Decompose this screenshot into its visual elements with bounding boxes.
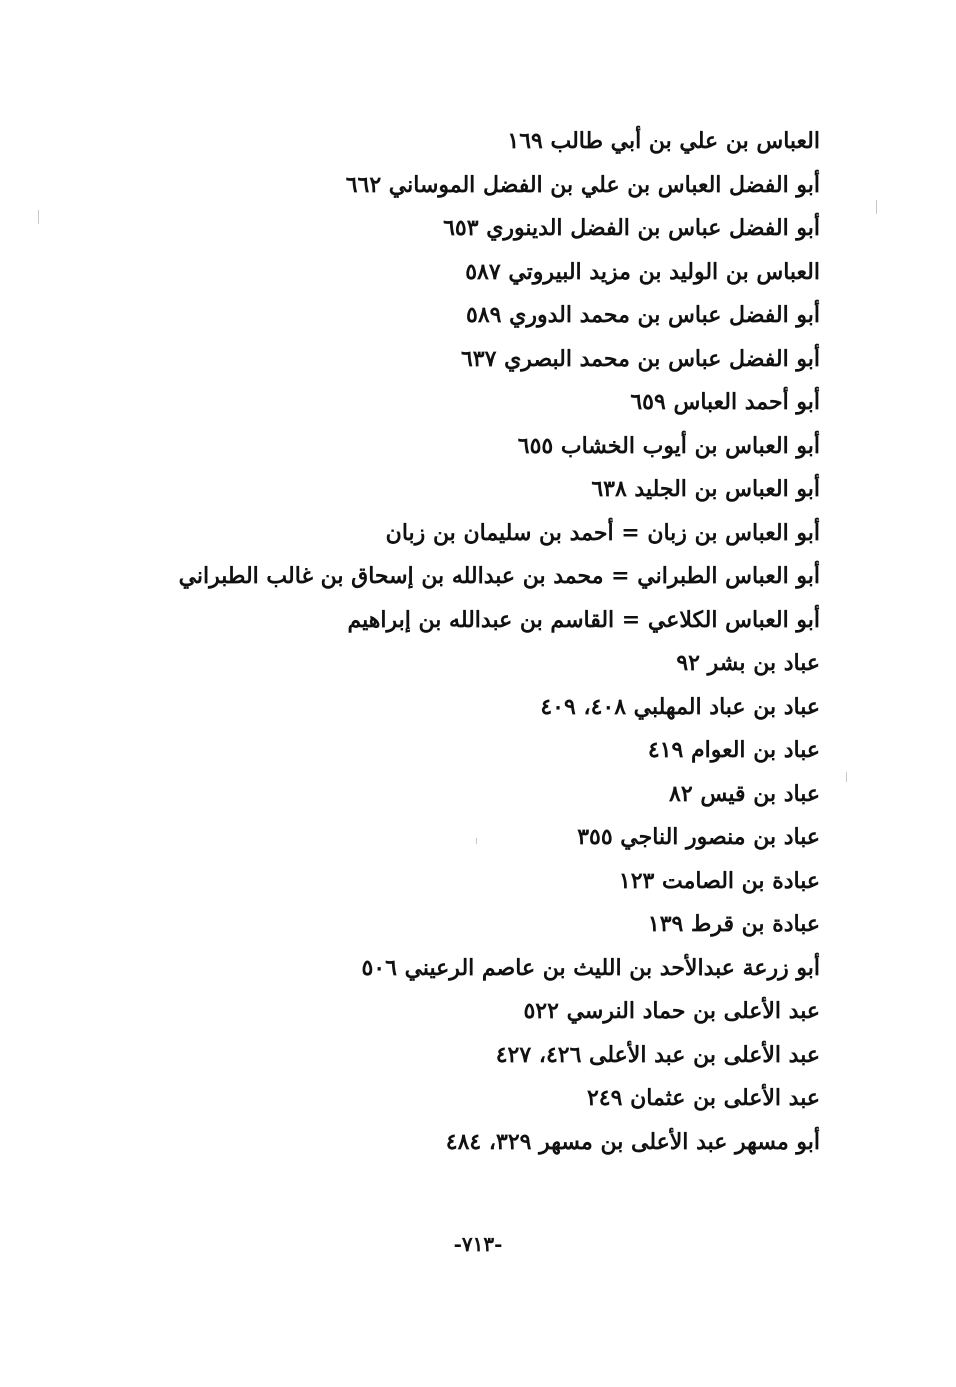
index-entry: عباد بن بشر ٩٢ bbox=[676, 650, 820, 676]
index-entry: أبو العباس الكلاعي = القاسم بن عبدالله بن إبراهيم bbox=[347, 606, 820, 633]
scan-mark bbox=[38, 210, 39, 224]
index-entry: أبو العباس بن الجليد ٦٣٨ bbox=[591, 476, 820, 502]
index-entry: أبو أحمد العباس ٦٥٩ bbox=[630, 389, 820, 415]
index-entry: العباس بن الوليد بن مزيد البيروتي ٥٨٧ bbox=[465, 258, 820, 285]
index-entry: أبو العباس الطبراني = محمد بن عبدالله بن إسحاق بن غالب الطبراني bbox=[178, 563, 820, 589]
index-entry: أبو العباس بن زبان = أحمد بن سليمان بن زبان bbox=[385, 519, 820, 546]
index-entry: عبادة بن الصامت ١٢٣ bbox=[618, 867, 820, 894]
index-entry: أبو الفضل عباس بن الفضل الدينوري ٦٥٣ bbox=[443, 215, 820, 241]
index-entries bbox=[120, 120, 820, 1164]
index-entry: أبو الفضل العباس بن علي بن الفضل الموساني ٦٦٢ bbox=[345, 171, 820, 198]
index-entry: عباد بن منصور الناجي ٣٥٥ bbox=[577, 824, 820, 850]
page-number: -٧١٣- bbox=[453, 1232, 503, 1256]
index-entry: أبو مسهر عبد الأعلى بن مسهر ٣٢٩، ٤٨٤ bbox=[445, 1128, 820, 1155]
index-entry: عبد الأعلى بن عبد الأعلى ٤٢٦، ٤٢٧ bbox=[495, 1041, 820, 1068]
index-entry: أبو العباس بن أيوب الخشاب ٦٥٥ bbox=[517, 432, 820, 459]
index-entry: العباس بن علي بن أبي طالب ١٦٩ bbox=[507, 128, 820, 154]
scan-mark bbox=[846, 772, 847, 782]
index-entry: أبو الفضل عباس بن محمد البصري ٦٣٧ bbox=[460, 345, 820, 372]
scan-mark bbox=[876, 200, 877, 214]
index-entry: عبد الأعلى بن عثمان ٢٤٩ bbox=[586, 1085, 820, 1111]
index-entry: عباد بن العوام ٤١٩ bbox=[647, 737, 820, 763]
index-entry: عبد الأعلى بن حماد النرسي ٥٢٢ bbox=[523, 998, 820, 1024]
index-entry: أبو الفضل عباس بن محمد الدوري ٥٨٩ bbox=[466, 302, 820, 328]
index-entry: عباد بن عباد المهلبي ٤٠٨، ٤٠٩ bbox=[540, 693, 820, 720]
index-entry: أبو زرعة عبدالأحد بن الليث بن عاصم الرعيني ٥٠٦ bbox=[361, 954, 820, 981]
index-entry: عبادة بن قرط ١٣٩ bbox=[647, 911, 820, 937]
index-entry: عباد بن قيس ٨٢ bbox=[669, 780, 820, 807]
